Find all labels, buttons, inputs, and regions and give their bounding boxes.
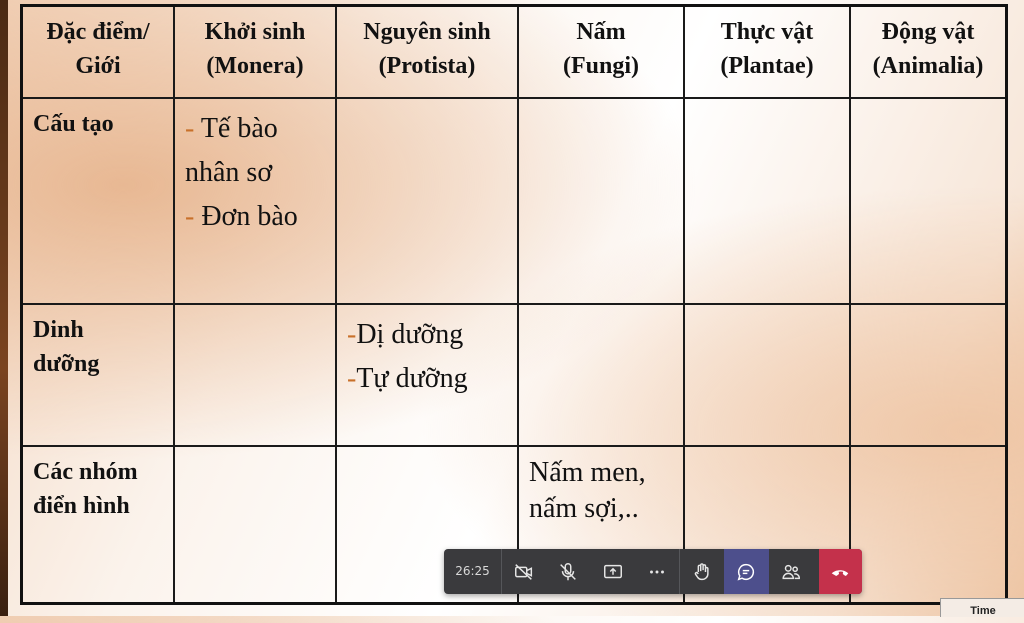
call-timer: 26:25 — [444, 549, 502, 594]
camera-toggle-button[interactable] — [502, 549, 546, 594]
cell-protista-structure — [336, 98, 518, 304]
camera-off-icon — [513, 561, 535, 583]
header-monera: Khởi sinh (Monera) — [174, 6, 336, 98]
chat-button[interactable] — [724, 549, 768, 594]
list-item: -Tự dưỡng — [347, 362, 468, 394]
table-header-row — [22, 6, 1007, 98]
cell-fungi-nutrition — [518, 304, 684, 446]
cell-plantae-structure — [684, 98, 850, 304]
time-tab[interactable]: Time — [940, 598, 1024, 617]
cell-protista-nutrition — [336, 304, 518, 446]
chat-icon — [735, 561, 757, 583]
more-options-icon — [646, 561, 668, 583]
hang-up-icon — [829, 561, 851, 583]
raise-hand-icon — [691, 561, 713, 583]
list-item: - Đơn bào — [185, 200, 298, 232]
list-item: -Dị dưỡng — [347, 318, 464, 350]
kingdoms-table — [20, 4, 1008, 605]
more-options-button[interactable] — [635, 549, 679, 594]
row-label-typical-groups: Các nhóm điển hình — [22, 446, 175, 604]
list-item: - Tế bào — [185, 112, 278, 144]
cell-monera-nutrition — [174, 304, 336, 446]
mic-toggle-button[interactable] — [546, 549, 590, 594]
cell-plantae-nutrition — [684, 304, 850, 446]
share-screen-button[interactable] — [591, 549, 635, 594]
list-item: nhân sơ — [185, 156, 273, 188]
row-label-structure: Cấu tạo — [22, 98, 175, 304]
cell-animalia-structure — [850, 98, 1007, 304]
cell-fungi-structure — [518, 98, 684, 304]
header-animalia: Động vật (Animalia) — [850, 6, 1007, 98]
list-item: Nấm men, — [529, 456, 646, 488]
header-protista: Nguyên sinh (Protista) — [336, 6, 518, 98]
row-label-nutrition: Dinh dưỡng — [22, 304, 175, 446]
header-plantae: Thực vật (Plantae) — [684, 6, 850, 98]
raise-hand-button[interactable] — [679, 549, 724, 594]
header-characteristic-kingdom: Đặc điểm/ Giới — [22, 6, 175, 98]
cell-monera-structure — [174, 98, 336, 304]
share-screen-icon — [602, 561, 624, 583]
hang-up-button[interactable] — [819, 549, 862, 594]
table-row-nutrition — [22, 304, 1007, 446]
mic-off-icon — [557, 561, 579, 583]
left-edge-strip — [0, 0, 8, 616]
participants-icon — [780, 561, 802, 583]
meeting-control-bar — [444, 549, 862, 594]
header-fungi: Nấm (Fungi) — [518, 6, 684, 98]
participants-button[interactable] — [769, 549, 813, 594]
cell-monera-groups — [174, 446, 336, 604]
list-item: nấm sợi,.. — [529, 492, 639, 524]
cell-animalia-nutrition — [850, 304, 1007, 446]
table-row-structure — [22, 98, 1007, 304]
cell-animalia-groups — [850, 446, 1007, 604]
